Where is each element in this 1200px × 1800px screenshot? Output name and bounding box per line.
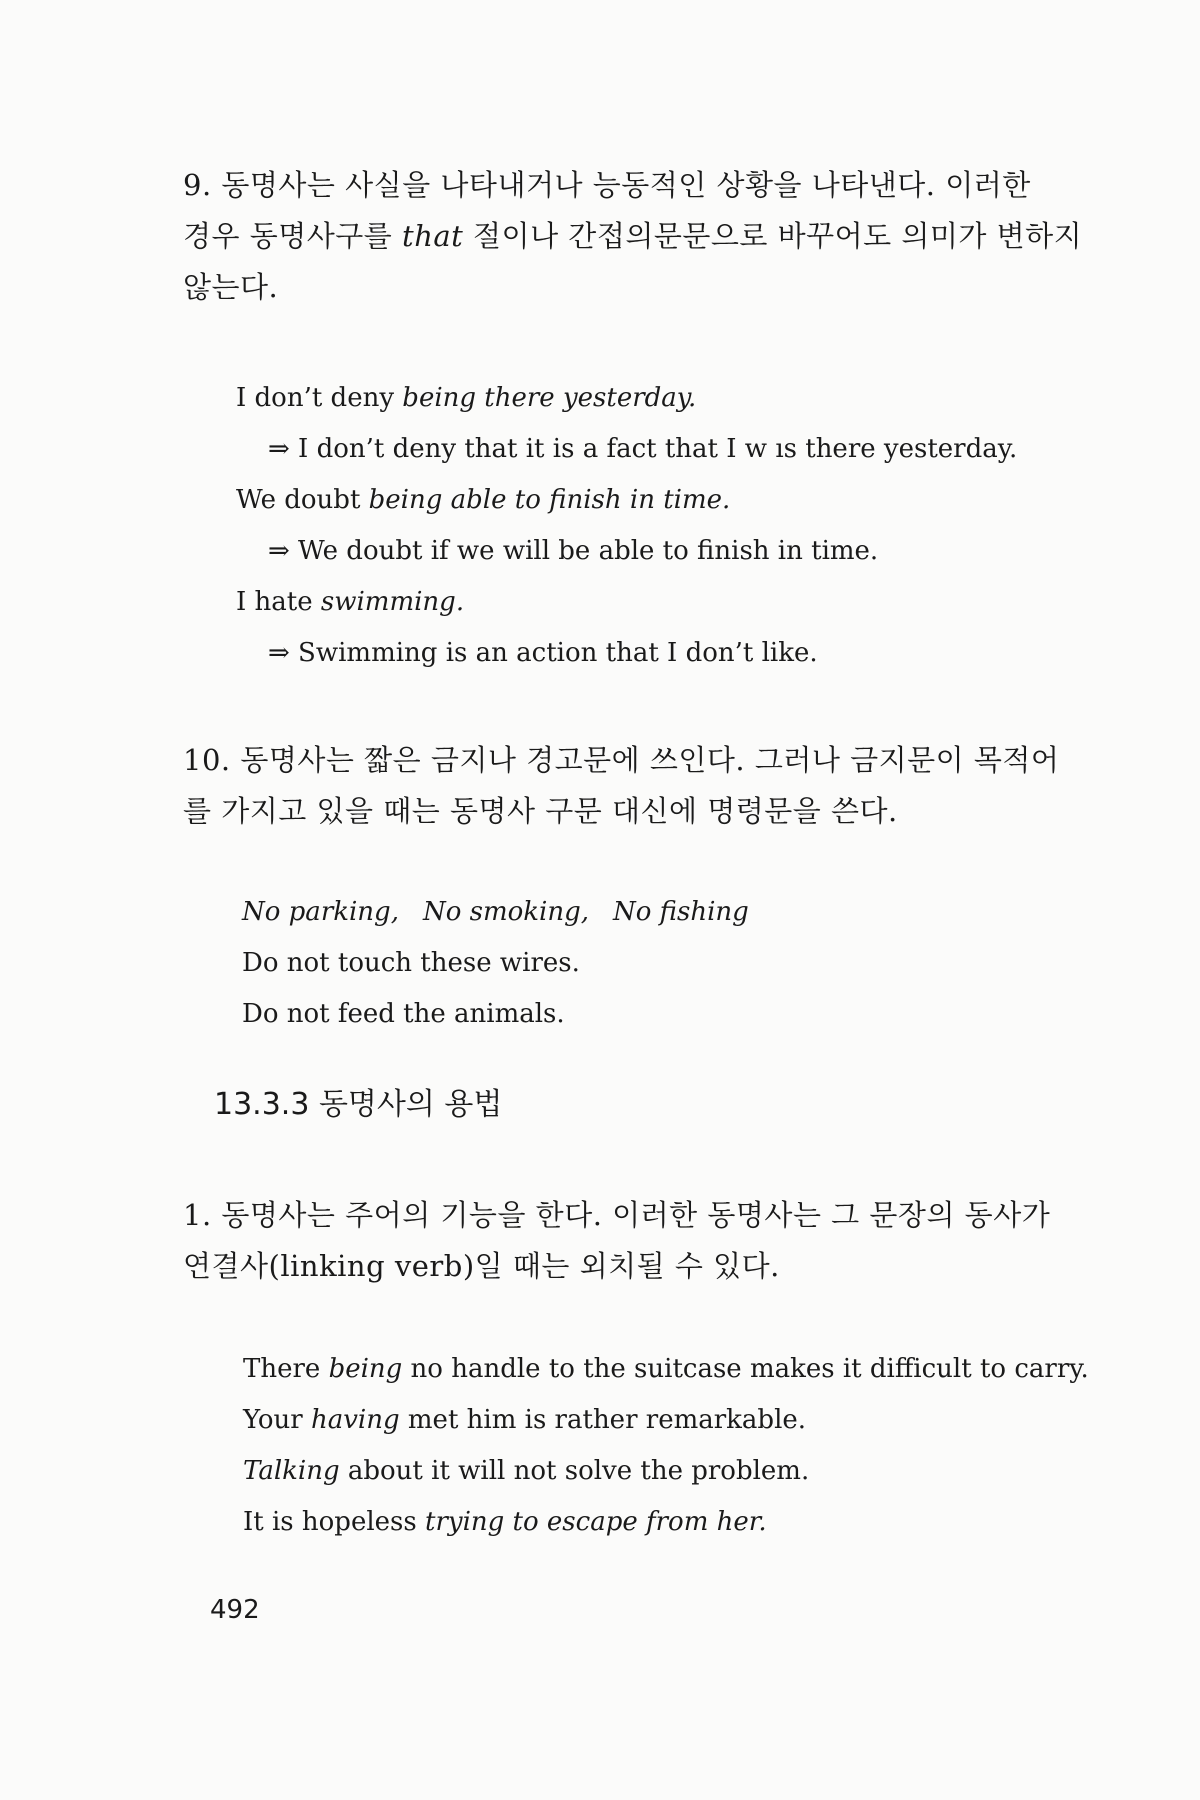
example-sentence bbox=[243, 1405, 806, 1435]
example-sentence bbox=[236, 485, 730, 515]
section-heading: 13.3.3 동명사의 용법 bbox=[214, 1087, 503, 1122]
section-9-line-2-rest: 절이나 간접의문문으로 바꾸어도 의미가 변하지 bbox=[463, 219, 1083, 253]
example-text: There bbox=[243, 1354, 329, 1384]
example-text: I hate bbox=[236, 587, 321, 617]
example-paraphrase bbox=[268, 536, 878, 566]
example-italic: Talking bbox=[243, 1456, 340, 1486]
example-italic: having bbox=[311, 1405, 400, 1435]
sign-examples bbox=[242, 897, 749, 927]
section-9-line-3: 않는다. bbox=[183, 270, 279, 304]
example-text: ⇒ Swimming is an action that I don’t like. bbox=[268, 638, 818, 668]
example-sentence bbox=[236, 587, 464, 617]
page-number: 492 bbox=[210, 1595, 260, 1625]
example-text: ⇒ I don’t deny that it is a fact that I w ıs there yesterday. bbox=[268, 434, 1018, 464]
sign-example: No parking, bbox=[242, 897, 399, 927]
example-text: about it will not solve the problem. bbox=[339, 1456, 810, 1486]
example-sentence: Do not feed the animals. bbox=[242, 999, 565, 1029]
example-sentence bbox=[243, 1456, 809, 1486]
section-9-line-1: 9. 동명사는 사실을 나타내거나 능동적인 상황을 나타낸다. 이러한 bbox=[183, 168, 1031, 202]
example-paraphrase bbox=[268, 638, 818, 668]
section-9-paragraph bbox=[183, 160, 1083, 313]
example-text: met him is rather remarkable. bbox=[399, 1405, 807, 1435]
example-italic: being bbox=[328, 1354, 403, 1384]
example-sentence: Do not touch these wires. bbox=[242, 948, 580, 978]
example-sentence bbox=[236, 383, 696, 413]
section-1-paragraph bbox=[183, 1190, 1083, 1292]
section-9-line-2-italic: that bbox=[402, 219, 464, 253]
example-text: Your bbox=[243, 1405, 311, 1435]
section-10-line-1: 10. 동명사는 짧은 금지나 경고문에 쓰인다. 그러나 금지문이 목적어 bbox=[183, 743, 1060, 777]
example-paraphrase bbox=[268, 434, 1017, 464]
sign-example: No smoking, bbox=[422, 897, 590, 927]
example-italic: trying to escape from her. bbox=[425, 1507, 767, 1537]
section-10-paragraph bbox=[183, 735, 1083, 837]
section-1-line-1: 1. 동명사는 주어의 기능을 한다. 이러한 동명사는 그 문장의 동사가 bbox=[183, 1198, 1051, 1232]
example-text: no handle to the suitcase makes it difficult to carry. bbox=[402, 1354, 1089, 1384]
example-italic: being there yesterday. bbox=[402, 383, 697, 413]
example-sentence bbox=[243, 1507, 767, 1537]
section-10-line-2: 를 가지고 있을 때는 동명사 구문 대신에 명령문을 쓴다. bbox=[183, 794, 898, 828]
section-9-line-2-text: 경우 동명사구를 bbox=[183, 219, 403, 253]
example-text: We doubt bbox=[236, 485, 369, 515]
section-9-line-2 bbox=[183, 211, 1083, 262]
example-text: ⇒ We doubt if we will be able to finish in time. bbox=[268, 536, 879, 566]
sign-example: No fishing bbox=[613, 897, 749, 927]
example-text: I don’t deny bbox=[236, 383, 403, 413]
example-text: It is hopeless bbox=[243, 1507, 425, 1537]
example-sentence bbox=[243, 1354, 1089, 1384]
example-italic: swimming. bbox=[320, 587, 465, 617]
example-italic: being able to finish in time. bbox=[368, 485, 731, 515]
section-1-line-2: 연결사(linking verb)일 때는 외치될 수 있다. bbox=[183, 1249, 780, 1283]
